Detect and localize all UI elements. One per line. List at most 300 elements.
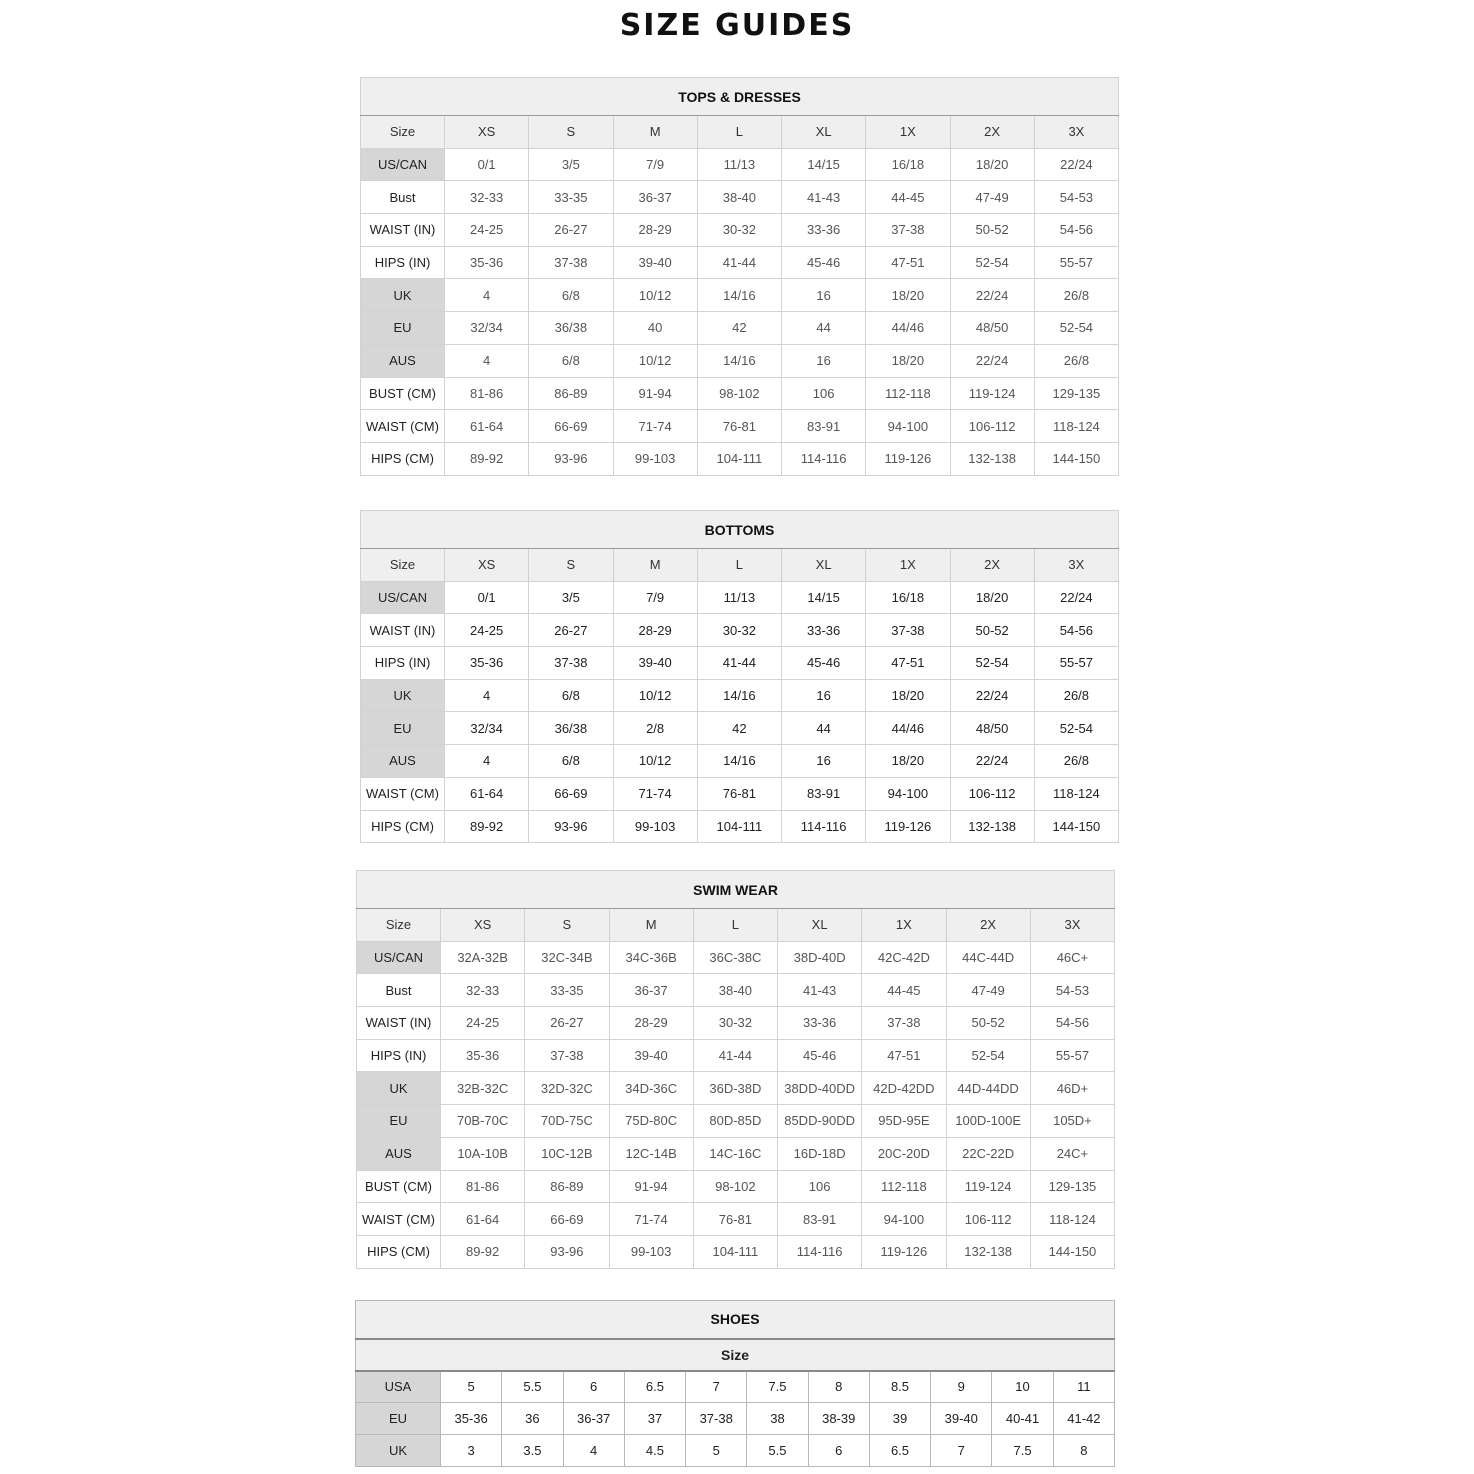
size-cell: 32/34	[445, 712, 529, 745]
table-row	[361, 745, 1119, 778]
size-cell: 40	[613, 312, 697, 345]
size-cell: 36C-38C	[693, 941, 777, 974]
size-cell: 36-37	[609, 974, 693, 1007]
size-cell: 66-69	[525, 1203, 609, 1236]
size-cell: 38-39	[808, 1403, 869, 1435]
table-row	[361, 246, 1119, 279]
size-cell: 112-118	[866, 377, 950, 410]
size-cell: 26-27	[525, 1007, 609, 1040]
size-cell: 54-56	[1034, 614, 1118, 647]
size-cell: 41-43	[778, 974, 862, 1007]
size-cell: 37-38	[525, 1039, 609, 1072]
size-cell: 80D-85D	[693, 1105, 777, 1138]
size-cell: 2/8	[613, 712, 697, 745]
size-cell: 32/34	[445, 312, 529, 345]
size-cell: 41-44	[697, 246, 781, 279]
table-row	[361, 181, 1119, 214]
table-row	[361, 581, 1119, 614]
header-2x: 2X	[946, 909, 1030, 942]
header-xs: XS	[441, 909, 525, 942]
size-cell: 93-96	[525, 1235, 609, 1268]
table-row	[357, 941, 1115, 974]
row-label: Bust	[357, 974, 441, 1007]
size-cell: 10/12	[613, 679, 697, 712]
size-cell: 47-51	[866, 246, 950, 279]
row-label: UK	[356, 1435, 441, 1467]
shoes-table	[355, 1300, 1115, 1467]
size-cell: 132-138	[950, 810, 1034, 843]
size-cell: 14/16	[697, 679, 781, 712]
size-cell: 32A-32B	[441, 941, 525, 974]
size-cell: 112-118	[862, 1170, 946, 1203]
header-xs: XS	[445, 549, 529, 582]
header-xs: XS	[445, 116, 529, 149]
size-cell: 11	[1053, 1371, 1114, 1403]
size-cell: 33-35	[525, 974, 609, 1007]
header-size: Size	[361, 116, 445, 149]
size-cell: 48/50	[950, 712, 1034, 745]
size-cell: 16	[782, 679, 866, 712]
size-cell: 61-64	[441, 1203, 525, 1236]
size-cell: 7	[931, 1435, 992, 1467]
row-label: WAIST (IN)	[361, 214, 445, 247]
size-cell: 14/16	[697, 344, 781, 377]
size-cell: 86-89	[525, 1170, 609, 1203]
size-cell: 6/8	[529, 279, 613, 312]
size-cell: 95D-95E	[862, 1105, 946, 1138]
size-cell: 42	[697, 712, 781, 745]
size-cell: 16/18	[866, 581, 950, 614]
size-cell: 85DD-90DD	[778, 1105, 862, 1138]
table-subtitle: Size	[356, 1339, 1115, 1371]
table-title: TOPS & DRESSES	[361, 78, 1119, 116]
size-cell: 30-32	[697, 614, 781, 647]
size-cell: 55-57	[1030, 1039, 1114, 1072]
header-xl: XL	[782, 549, 866, 582]
size-cell: 39	[869, 1403, 930, 1435]
size-cell: 118-124	[1034, 410, 1118, 443]
size-cell: 36-37	[613, 181, 697, 214]
size-cell: 37-38	[529, 246, 613, 279]
table-row	[361, 679, 1119, 712]
size-cell: 44C-44D	[946, 941, 1030, 974]
header-m: M	[613, 116, 697, 149]
size-cell: 7/9	[613, 148, 697, 181]
size-cell: 22/24	[950, 745, 1034, 778]
size-cell: 4	[445, 679, 529, 712]
table-row	[357, 1007, 1115, 1040]
size-cell: 39-40	[931, 1403, 992, 1435]
size-cell: 119-124	[946, 1170, 1030, 1203]
header-1x: 1X	[862, 909, 946, 942]
size-cell: 18/20	[950, 581, 1034, 614]
size-cell: 6/8	[529, 745, 613, 778]
size-cell: 41-42	[1053, 1403, 1114, 1435]
size-cell: 6	[808, 1435, 869, 1467]
row-label: WAIST (CM)	[361, 410, 445, 443]
table-row	[361, 442, 1119, 475]
size-cell: 61-64	[445, 777, 529, 810]
table-row	[357, 1235, 1115, 1268]
size-cell: 119-126	[866, 442, 950, 475]
table-row	[361, 614, 1119, 647]
header-l: L	[697, 116, 781, 149]
size-cell: 94-100	[866, 777, 950, 810]
size-cell: 94-100	[866, 410, 950, 443]
size-cell: 40-41	[992, 1403, 1053, 1435]
table-row	[361, 148, 1119, 181]
size-cell: 144-150	[1030, 1235, 1114, 1268]
size-cell: 10	[992, 1371, 1053, 1403]
size-cell: 33-36	[782, 614, 866, 647]
size-cell: 14/15	[782, 581, 866, 614]
row-label: Bust	[361, 181, 445, 214]
size-cell: 46C+	[1030, 941, 1114, 974]
size-cell: 114-116	[778, 1235, 862, 1268]
size-cell: 37-38	[866, 614, 950, 647]
size-cell: 76-81	[697, 410, 781, 443]
size-cell: 3.5	[502, 1435, 563, 1467]
table-row	[357, 1203, 1115, 1236]
page-title: SIZE GUIDES	[619, 8, 855, 43]
size-cell: 32D-32C	[525, 1072, 609, 1105]
size-cell: 98-102	[697, 377, 781, 410]
size-cell: 4	[445, 279, 529, 312]
size-cell: 24C+	[1030, 1137, 1114, 1170]
size-cell: 32-33	[445, 181, 529, 214]
size-cell: 42	[697, 312, 781, 345]
size-cell: 47-51	[866, 647, 950, 680]
size-cell: 39-40	[609, 1039, 693, 1072]
size-cell: 8	[1053, 1435, 1114, 1467]
size-cell: 28-29	[613, 214, 697, 247]
size-cell: 39-40	[613, 647, 697, 680]
size-cell: 114-116	[782, 810, 866, 843]
size-cell: 132-138	[946, 1235, 1030, 1268]
size-cell: 93-96	[529, 810, 613, 843]
size-cell: 38D-40D	[778, 941, 862, 974]
size-cell: 3/5	[529, 581, 613, 614]
row-label: HIPS (CM)	[357, 1235, 441, 1268]
size-cell: 93-96	[529, 442, 613, 475]
size-cell: 106	[782, 377, 866, 410]
size-cell: 45-46	[778, 1039, 862, 1072]
size-cell: 91-94	[613, 377, 697, 410]
size-cell: 89-92	[445, 442, 529, 475]
size-cell: 42C-42D	[862, 941, 946, 974]
size-cell: 76-81	[697, 777, 781, 810]
table-row	[361, 410, 1119, 443]
size-cell: 52-54	[950, 647, 1034, 680]
table-row	[357, 1039, 1115, 1072]
size-cell: 54-53	[1034, 181, 1118, 214]
size-cell: 37	[624, 1403, 685, 1435]
size-cell: 70B-70C	[441, 1105, 525, 1138]
header-s: S	[529, 116, 613, 149]
row-label: EU	[357, 1105, 441, 1138]
size-cell: 37-38	[862, 1007, 946, 1040]
header-s: S	[529, 549, 613, 582]
size-cell: 12C-14B	[609, 1137, 693, 1170]
size-cell: 10A-10B	[441, 1137, 525, 1170]
table-row	[361, 377, 1119, 410]
header-l: L	[697, 549, 781, 582]
size-cell: 26-27	[529, 614, 613, 647]
size-cell: 26-27	[529, 214, 613, 247]
header-2x: 2X	[950, 549, 1034, 582]
size-cell: 54-53	[1030, 974, 1114, 1007]
size-cell: 75D-80C	[609, 1105, 693, 1138]
size-cell: 104-111	[697, 442, 781, 475]
header-l: L	[693, 909, 777, 942]
size-cell: 98-102	[693, 1170, 777, 1203]
size-cell: 45-46	[782, 246, 866, 279]
size-cell: 44/46	[866, 312, 950, 345]
size-cell: 41-44	[693, 1039, 777, 1072]
row-label: US/CAN	[361, 581, 445, 614]
row-label: HIPS (IN)	[357, 1039, 441, 1072]
size-cell: 33-35	[529, 181, 613, 214]
size-cell: 4	[445, 344, 529, 377]
size-cell: 144-150	[1034, 442, 1118, 475]
size-cell: 8.5	[869, 1371, 930, 1403]
size-cell: 71-74	[613, 410, 697, 443]
size-cell: 36/38	[529, 312, 613, 345]
row-label: BUST (CM)	[357, 1170, 441, 1203]
size-cell: 52-54	[1034, 312, 1118, 345]
size-cell: 100D-100E	[946, 1105, 1030, 1138]
row-label: AUS	[361, 344, 445, 377]
table-row	[356, 1371, 1115, 1403]
size-cell: 52-54	[1034, 712, 1118, 745]
table-row	[361, 777, 1119, 810]
size-cell: 76-81	[693, 1203, 777, 1236]
header-m: M	[613, 549, 697, 582]
size-cell: 106-112	[950, 777, 1034, 810]
size-cell: 54-56	[1030, 1007, 1114, 1040]
size-cell: 61-64	[445, 410, 529, 443]
table-row	[357, 1137, 1115, 1170]
table-row	[357, 974, 1115, 1007]
size-cell: 18/20	[866, 279, 950, 312]
size-cell: 28-29	[613, 614, 697, 647]
size-cell: 36/38	[529, 712, 613, 745]
size-cell: 36-37	[563, 1403, 624, 1435]
table-row	[357, 1170, 1115, 1203]
size-cell: 36	[502, 1403, 563, 1435]
size-cell: 99-103	[613, 442, 697, 475]
size-cell: 144-150	[1034, 810, 1118, 843]
table-row	[357, 1072, 1115, 1105]
size-cell: 104-111	[693, 1235, 777, 1268]
size-cell: 54-56	[1034, 214, 1118, 247]
row-label: WAIST (IN)	[357, 1007, 441, 1040]
row-label: WAIST (CM)	[361, 777, 445, 810]
size-cell: 94-100	[862, 1203, 946, 1236]
size-cell: 86-89	[529, 377, 613, 410]
size-cell: 50-52	[950, 614, 1034, 647]
row-label: BUST (CM)	[361, 377, 445, 410]
table-row	[361, 312, 1119, 345]
size-cell: 3	[441, 1435, 502, 1467]
size-cell: 0/1	[445, 581, 529, 614]
row-label: UK	[357, 1072, 441, 1105]
size-cell: 0/1	[445, 148, 529, 181]
size-cell: 16	[782, 344, 866, 377]
row-label: WAIST (CM)	[357, 1203, 441, 1236]
size-cell: 89-92	[441, 1235, 525, 1268]
size-cell: 6.5	[869, 1435, 930, 1467]
size-cell: 22/24	[950, 679, 1034, 712]
bottoms-table	[360, 510, 1119, 843]
row-label: UK	[361, 279, 445, 312]
size-cell: 6.5	[624, 1371, 685, 1403]
row-label: HIPS (IN)	[361, 246, 445, 279]
header-1x: 1X	[866, 549, 950, 582]
size-cell: 35-36	[441, 1039, 525, 1072]
size-cell: 20C-20D	[862, 1137, 946, 1170]
header-1x: 1X	[866, 116, 950, 149]
size-cell: 18/20	[866, 679, 950, 712]
row-label: US/CAN	[357, 941, 441, 974]
size-cell: 105D+	[1030, 1105, 1114, 1138]
size-cell: 119-124	[950, 377, 1034, 410]
size-cell: 71-74	[609, 1203, 693, 1236]
swim-wear-table	[356, 870, 1115, 1269]
header-3x: 3X	[1034, 549, 1118, 582]
size-cell: 46D+	[1030, 1072, 1114, 1105]
size-cell: 6/8	[529, 344, 613, 377]
size-cell: 35-36	[445, 246, 529, 279]
table-title: BOTTOMS	[361, 511, 1119, 549]
size-cell: 132-138	[950, 442, 1034, 475]
size-cell: 119-126	[866, 810, 950, 843]
table-row	[361, 214, 1119, 247]
size-cell: 24-25	[445, 614, 529, 647]
header-size: Size	[361, 549, 445, 582]
size-cell: 24-25	[445, 214, 529, 247]
row-label: HIPS (IN)	[361, 647, 445, 680]
size-cell: 26/8	[1034, 679, 1118, 712]
size-cell: 4.5	[624, 1435, 685, 1467]
size-cell: 99-103	[609, 1235, 693, 1268]
size-cell: 99-103	[613, 810, 697, 843]
size-cell: 10/12	[613, 279, 697, 312]
size-cell: 44	[782, 312, 866, 345]
size-cell: 81-86	[441, 1170, 525, 1203]
size-cell: 44-45	[862, 974, 946, 1007]
size-cell: 16	[782, 745, 866, 778]
row-label: AUS	[361, 745, 445, 778]
size-cell: 37-38	[686, 1403, 747, 1435]
size-cell: 5.5	[502, 1371, 563, 1403]
size-cell: 10/12	[613, 344, 697, 377]
size-cell: 66-69	[529, 410, 613, 443]
size-cell: 30-32	[693, 1007, 777, 1040]
table-row	[356, 1403, 1115, 1435]
size-cell: 47-49	[946, 974, 1030, 1007]
size-cell: 44	[782, 712, 866, 745]
table-row	[361, 647, 1119, 680]
size-cell: 44/46	[866, 712, 950, 745]
size-cell: 22/24	[1034, 148, 1118, 181]
size-cell: 16D-18D	[778, 1137, 862, 1170]
table-row	[361, 279, 1119, 312]
table-row	[356, 1435, 1115, 1467]
size-cell: 41-43	[782, 181, 866, 214]
row-label: EU	[361, 712, 445, 745]
row-label: US/CAN	[361, 148, 445, 181]
size-cell: 81-86	[445, 377, 529, 410]
header-m: M	[609, 909, 693, 942]
size-cell: 22/24	[950, 344, 1034, 377]
size-cell: 106-112	[946, 1203, 1030, 1236]
size-cell: 114-116	[782, 442, 866, 475]
size-cell: 5.5	[747, 1435, 808, 1467]
size-cell: 33-36	[778, 1007, 862, 1040]
size-cell: 66-69	[529, 777, 613, 810]
size-cell: 14C-16C	[693, 1137, 777, 1170]
size-cell: 47-49	[950, 181, 1034, 214]
row-label: AUS	[357, 1137, 441, 1170]
size-cell: 83-91	[782, 777, 866, 810]
size-cell: 118-124	[1030, 1203, 1114, 1236]
row-label: UK	[361, 679, 445, 712]
size-cell: 37-38	[866, 214, 950, 247]
size-cell: 38-40	[697, 181, 781, 214]
size-cell: 30-32	[697, 214, 781, 247]
header-3x: 3X	[1030, 909, 1114, 942]
row-label: EU	[361, 312, 445, 345]
size-cell: 5	[441, 1371, 502, 1403]
size-cell: 26/8	[1034, 344, 1118, 377]
size-cell: 34D-36C	[609, 1072, 693, 1105]
size-cell: 38	[747, 1403, 808, 1435]
size-cell: 7.5	[992, 1435, 1053, 1467]
size-cell: 35-36	[445, 647, 529, 680]
size-cell: 9	[931, 1371, 992, 1403]
table-row	[357, 1105, 1115, 1138]
tops-dresses-table	[360, 77, 1119, 476]
size-cell: 10/12	[613, 745, 697, 778]
size-cell: 104-111	[697, 810, 781, 843]
size-cell: 3/5	[529, 148, 613, 181]
size-cell: 32B-32C	[441, 1072, 525, 1105]
size-cell: 16/18	[866, 148, 950, 181]
size-cell: 18/20	[866, 344, 950, 377]
size-cell: 89-92	[445, 810, 529, 843]
header-2x: 2X	[950, 116, 1034, 149]
size-cell: 55-57	[1034, 647, 1118, 680]
size-cell: 37-38	[529, 647, 613, 680]
size-cell: 10C-12B	[525, 1137, 609, 1170]
size-cell: 50-52	[950, 214, 1034, 247]
row-label: EU	[356, 1403, 441, 1435]
size-cell: 38-40	[693, 974, 777, 1007]
size-cell: 83-91	[778, 1203, 862, 1236]
size-cell: 26/8	[1034, 279, 1118, 312]
header-s: S	[525, 909, 609, 942]
size-cell: 7.5	[747, 1371, 808, 1403]
size-cell: 50-52	[946, 1007, 1030, 1040]
size-cell: 22/24	[1034, 581, 1118, 614]
size-cell: 52-54	[950, 246, 1034, 279]
size-cell: 41-44	[697, 647, 781, 680]
size-cell: 36D-38D	[693, 1072, 777, 1105]
size-cell: 6/8	[529, 679, 613, 712]
size-cell: 129-135	[1034, 377, 1118, 410]
table-row	[361, 712, 1119, 745]
